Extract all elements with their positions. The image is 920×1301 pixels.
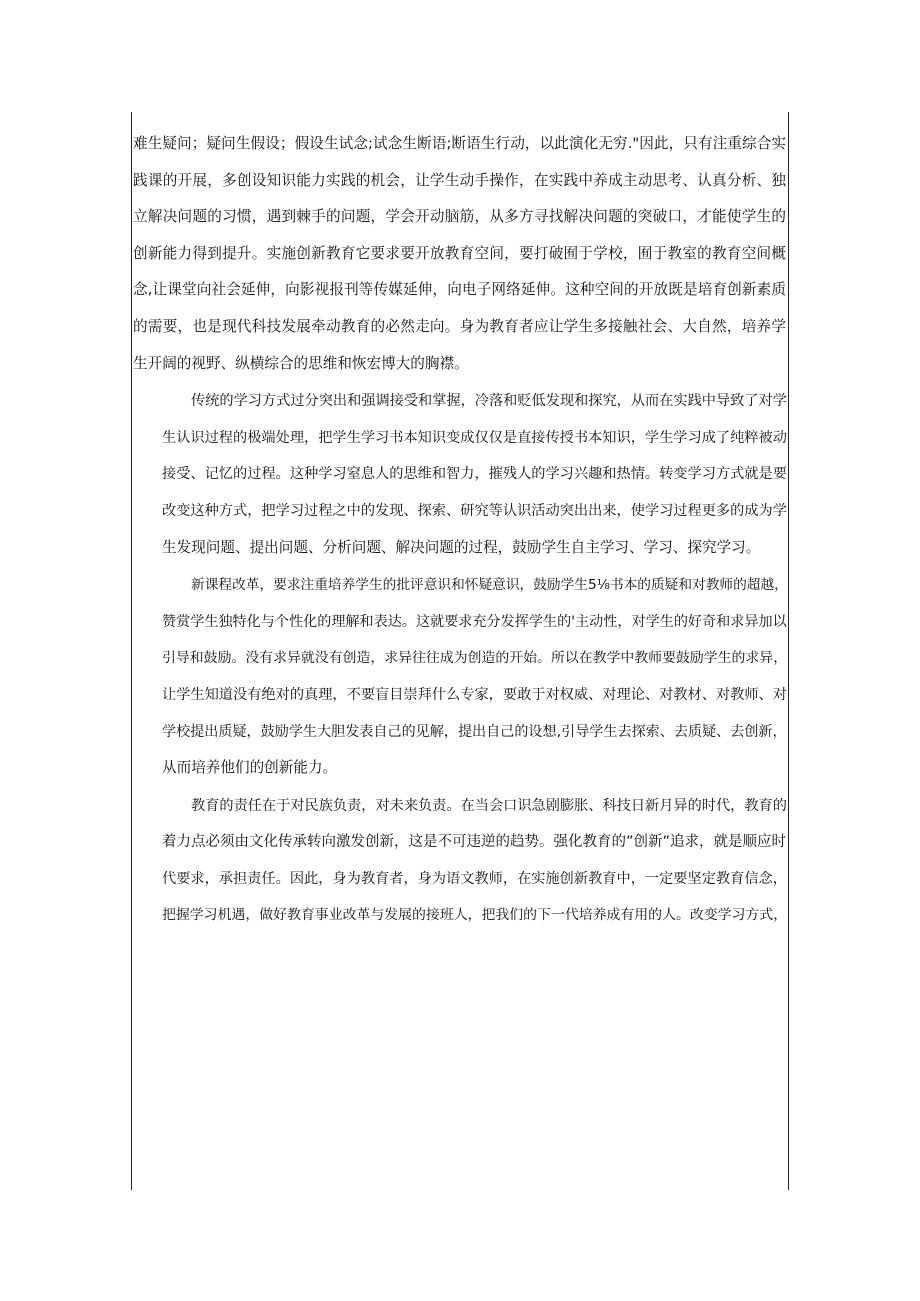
text-line: 教育的责任在于对民族负责，对未来负责。在当会口识急剧膨胀、科技日新月异的时代，教育的 — [191, 797, 787, 814]
text-line: 赞赏学生独特化与个性化的理解和表达。这就要求充分发挥学生的'主动性，对学生的好奇和求异加以 — [162, 613, 787, 630]
text-line: 学校提出质疑，鼓励学生大胆发表自己的见解，提出自己的设想,引导学生去探索、去质疑、去创新， — [162, 723, 787, 740]
text-line: 让学生知道没有绝对的真理，不要盲目崇拜什么专家，要敢于对权威、对理论、对教材、对教师、对 — [162, 686, 787, 703]
paragraph-3 — [133, 567, 786, 787]
text-line: 接受、记忆的过程。这种学习窒息人的思维和智力，摧残人的学习兴趣和热情。转变学习方式就是要 — [162, 466, 787, 483]
text-line: 生发现问题、提出问题、分析问题、解决问题的过程，鼓励学生自主学习、学习、探究学习。 — [162, 538, 761, 556]
text-line: 念,让课堂向社会延伸，向影视报刊等传媒延伸，向电子网络延伸。这种空间的开放既是培育创新素质 — [133, 281, 786, 299]
paragraph-4 — [133, 788, 786, 934]
left-margin-rule — [131, 112, 132, 1190]
text-line: 立解决问题的习惯，遇到棘手的问题，学会开动脑筋，从多方寻找解决问题的突破口，才能使学生的 — [133, 208, 786, 226]
text-line: 的需要，也是现代科技发展牵动教育的必然走向。身为教育者应让学生多接触社会、大自然，培养学 — [133, 317, 786, 335]
text-line: 创新能力得到提升。实施创新教育它要求要开放教育空间，要打破囿于学校，囿于教室的教育空间概 — [133, 244, 786, 262]
text-line: 着力点必须由文化传承转向激发创新，这是不可违逆的趋势。强化教育的”创新”追求，就是顺应时 — [162, 834, 787, 851]
document-body — [133, 126, 786, 934]
text-line: 改变这种方式，把学习过程之中的发现、探索、研究等认识活动突出出来，使学习过程更多的成为学 — [162, 502, 787, 519]
text-line: 传统的学习方式过分突出和强调接受和掌握，冷落和贬低发现和探究，从而在实践中导致了对学 — [191, 393, 787, 410]
text-line: 引导和鼓励。没有求异就没有创造，求异往往成为创造的开始。所以在教学中教师要鼓励学生的求异， — [162, 650, 788, 667]
text-line: 生认识过程的极端处理，把学生学习书本知识变成仅仅是直接传授书本知识，学生学习成了纯粹被动 — [162, 429, 787, 446]
paragraph-1 — [133, 126, 786, 382]
text-line: 从而培养他们的创新能力。 — [162, 759, 338, 777]
text-line: 难生疑问；疑问生假设；假设生试念;试念生断语;断语生行动，以此演化无穷."因此，只有注重综合实 — [133, 135, 786, 152]
paragraph-2 — [133, 383, 786, 566]
text-line: 把握学习机遇，做好教育事业改革与发展的接班人，把我们的下一代培养成有用的人。改变学习方式， — [162, 907, 788, 924]
text-line: 代要求，承担责任。因此，身为教育者，身为语文教师，在实施创新教育中，一定要坚定教育信念， — [162, 870, 787, 887]
text-line: 践课的开展，多创设知识能力实践的机会，让学生动手操作，在实践中养成主动思考、认真分析、独 — [133, 171, 786, 189]
text-line: 生开阔的视野、纵横综合的思维和恢宏博大的胸襟。 — [133, 354, 469, 372]
right-margin-rule — [788, 112, 789, 1190]
text-line: 新课程改革，要求注重培养学生的批评意识和怀疑意识，鼓励学生5⅛书本的质疑和对教师的超越， — [191, 577, 788, 594]
